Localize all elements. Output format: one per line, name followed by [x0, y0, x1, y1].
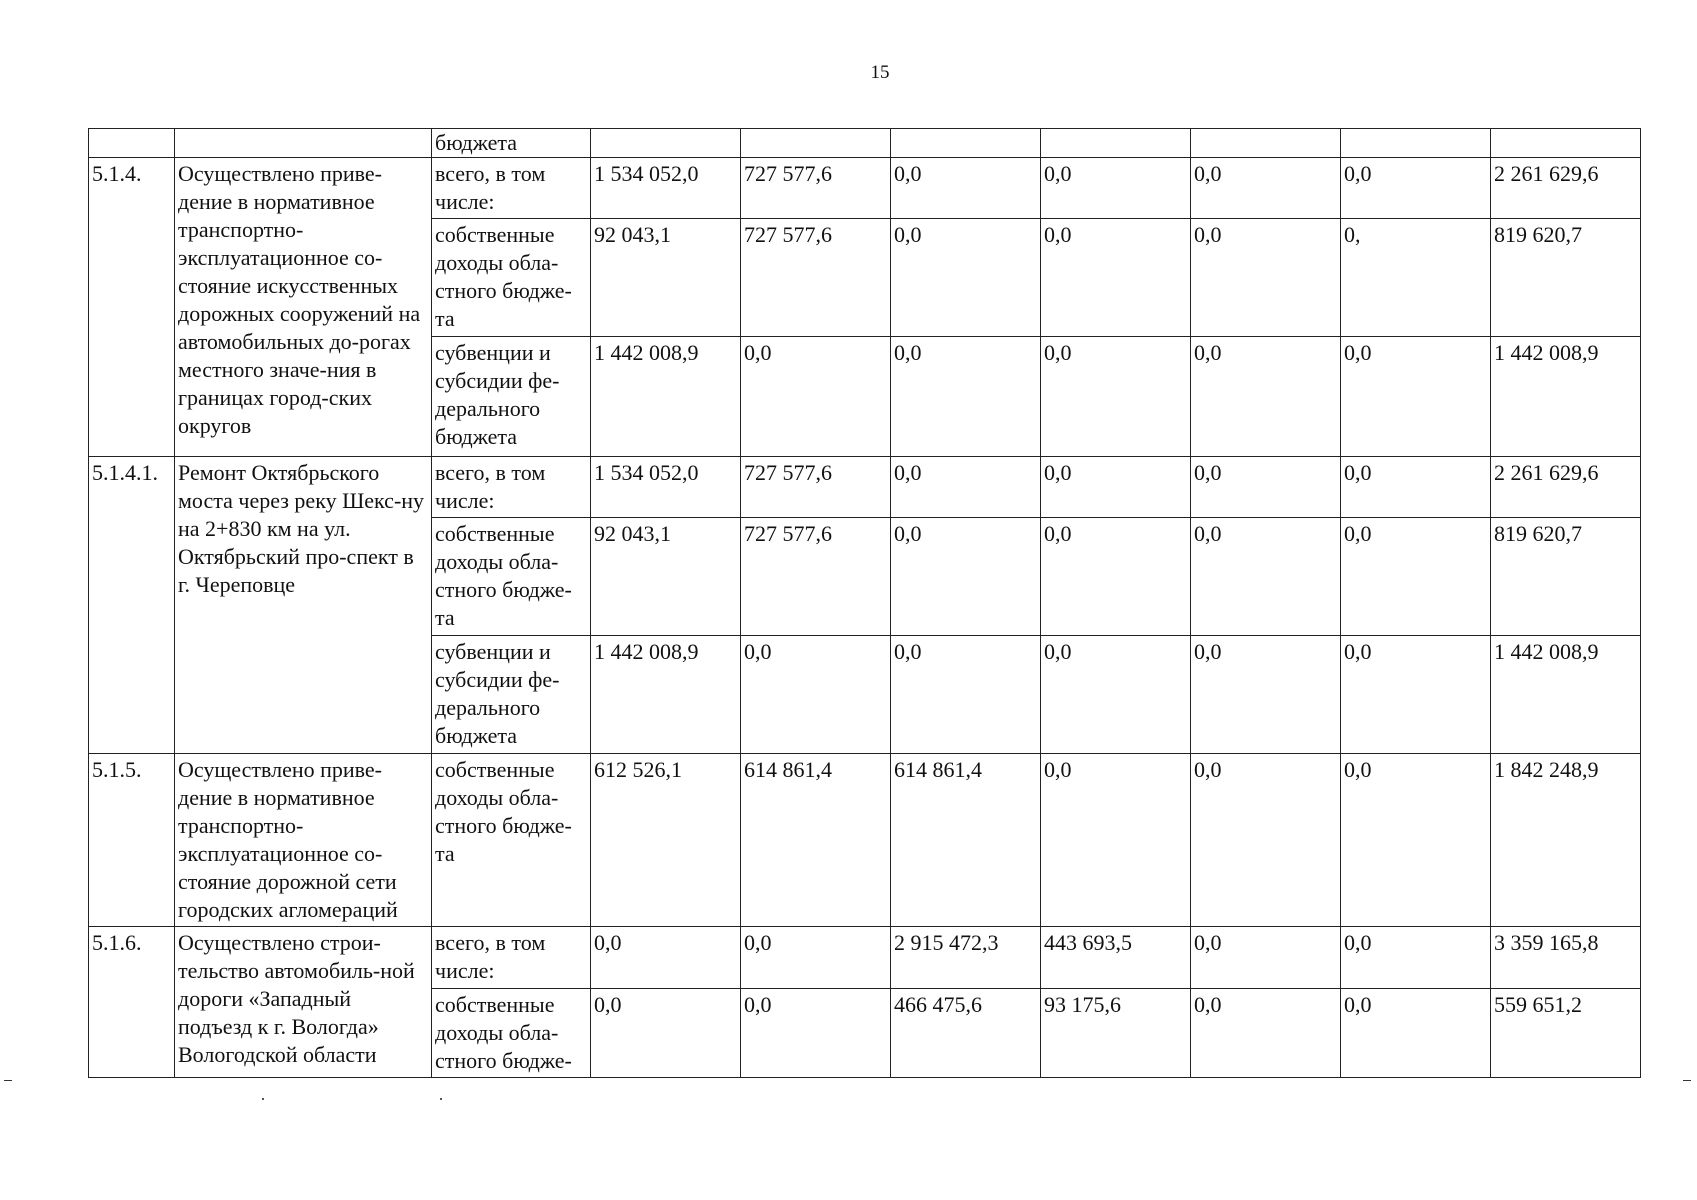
table-cell-source: собственные доходы обла-стного бюдже-та [432, 518, 591, 636]
table-cell-value: 0,0 [1041, 518, 1191, 636]
table-cell-source: собственные доходы обла-стного бюдже- [432, 989, 591, 1078]
scan-edge-marks [0, 1080, 1697, 1100]
table-cell-value: 93 175,6 [1041, 989, 1191, 1078]
item-description: Ремонт Октябрьского моста через реку Шекс-ну на 2+830 км на ул. Октябрьский про-спект в г. Череповце [175, 457, 432, 754]
table-row [89, 927, 1641, 989]
table-cell [89, 129, 175, 158]
table-cell-value: 92 043,1 [591, 518, 741, 636]
table-cell-value: 443 693,5 [1041, 927, 1191, 989]
table-cell-source: собственные доходы обла-стного бюдже-та [432, 219, 591, 337]
table-cell [891, 129, 1041, 158]
table-cell-value: 612 526,1 [591, 754, 741, 927]
table-cell-value: 0,0 [1341, 927, 1491, 989]
item-number: 5.1.5. [89, 754, 175, 927]
table-cell-value: 0,0 [1041, 158, 1191, 219]
table-cell-value: 0,0 [1191, 158, 1341, 219]
table-cell-value: 0,0 [1341, 636, 1491, 754]
table-cell-source: субвенции и субсидии фе-дерального бюджета [432, 636, 591, 754]
table-cell-value: 0,0 [891, 457, 1041, 518]
table-cell-source: всего, в том числе: [432, 158, 591, 219]
scan-speck [262, 1098, 264, 1100]
table-cell-value: 0,0 [1341, 457, 1491, 518]
table-cell-total: 559 651,2 [1491, 989, 1641, 1078]
table-cell-value: 0,0 [1041, 754, 1191, 927]
table-cell-total: 2 261 629,6 [1491, 457, 1641, 518]
table-cell-value: 0,0 [1041, 457, 1191, 518]
budget-table [88, 128, 1641, 1078]
table-cell-value: 614 861,4 [891, 754, 1041, 927]
table-cell-value: 0,0 [741, 989, 891, 1078]
table-row [89, 457, 1641, 518]
table-cell-source: бюджета [432, 129, 591, 158]
table-cell-value: 0,0 [1191, 636, 1341, 754]
table-cell-value: 0,0 [1041, 337, 1191, 457]
table-cell-value: 0,0 [1341, 989, 1491, 1078]
table-row [89, 754, 1641, 927]
table-cell-value: 727 577,6 [741, 457, 891, 518]
item-description: Осуществлено строи-тельство автомобиль-ной дороги «Западный подъезд к г. Вологда» Вологодской области [175, 927, 432, 1078]
table-cell-total: 3 359 165,8 [1491, 927, 1641, 989]
table-cell [1491, 129, 1641, 158]
table-cell-value: 1 442 008,9 [591, 337, 741, 457]
table-cell [175, 129, 432, 158]
table-row [89, 158, 1641, 219]
item-number: 5.1.6. [89, 927, 175, 1078]
table-cell-source: собственные доходы обла-стного бюдже-та [432, 754, 591, 927]
table-cell-total: 1 442 008,9 [1491, 337, 1641, 457]
table-cell [741, 129, 891, 158]
table-cell [591, 129, 741, 158]
table-cell-value: 727 577,6 [741, 219, 891, 337]
table-cell [1041, 129, 1191, 158]
table-cell-value: 2 915 472,3 [891, 927, 1041, 989]
item-description: Осуществлено приве-дение в нормативное транспортно-эксплуатационное со-стояние искусственных дорожных сооружений на автомобильных до-рогах местного значе-ния в границах город-ских округов [175, 158, 432, 457]
table-cell-value: 0,0 [1341, 337, 1491, 457]
table-cell-value: 0,0 [741, 927, 891, 989]
table-row [89, 129, 1641, 158]
table-cell-value: 0,0 [1041, 219, 1191, 337]
table-cell-value: 0,0 [741, 337, 891, 457]
table-cell-value: 0,0 [1191, 754, 1341, 927]
table-cell [1341, 129, 1491, 158]
table-cell-value: 0,0 [891, 518, 1041, 636]
table-cell-value: 466 475,6 [891, 989, 1041, 1078]
table-cell [1191, 129, 1341, 158]
table-cell-value: 0,0 [1191, 457, 1341, 518]
table-cell-source: субвенции и субсидии фе-дерального бюджета [432, 337, 591, 457]
table-cell-total: 819 620,7 [1491, 219, 1641, 337]
table-cell-value: 0,0 [891, 636, 1041, 754]
table-cell-value: 0,0 [891, 337, 1041, 457]
table-cell-value: 727 577,6 [741, 518, 891, 636]
table-cell-value: 0,0 [1041, 636, 1191, 754]
scan-mark [1683, 1080, 1691, 1081]
table-cell-value: 0,0 [741, 636, 891, 754]
page-number: 15 [870, 62, 890, 83]
item-description: Осуществлено приве-дение в нормативное транспортно-эксплуатационное со-стояние дорожной сети городских агломераций [175, 754, 432, 927]
table-cell-value: 0,0 [591, 927, 741, 989]
table-cell-value: 727 577,6 [741, 158, 891, 219]
table-cell-value: 0,0 [891, 158, 1041, 219]
table-cell-value: 0,0 [1341, 158, 1491, 219]
table-cell-value: 92 043,1 [591, 219, 741, 337]
table-cell-value: 1 534 052,0 [591, 457, 741, 518]
table-cell-value: 0,0 [1191, 927, 1341, 989]
table-cell-total: 819 620,7 [1491, 518, 1641, 636]
scan-speck [440, 1098, 442, 1100]
table-cell-value: 0,0 [1341, 754, 1491, 927]
table-cell-total: 2 261 629,6 [1491, 158, 1641, 219]
table-cell-value: 614 861,4 [741, 754, 891, 927]
table-cell-value: 0,0 [1341, 518, 1491, 636]
table-cell-source: всего, в том числе: [432, 927, 591, 989]
table-cell-value: 0,0 [1191, 219, 1341, 337]
scan-mark [4, 1080, 12, 1081]
table-cell-value: 1 534 052,0 [591, 158, 741, 219]
table-cell-source: всего, в том числе: [432, 457, 591, 518]
table-cell-value: 0,0 [1191, 337, 1341, 457]
table-cell-value: 0,0 [891, 219, 1041, 337]
table-cell-value: 0,0 [1191, 518, 1341, 636]
item-number: 5.1.4. [89, 158, 175, 457]
table-cell-value: 0, [1341, 219, 1491, 337]
table-cell-total: 1 842 248,9 [1491, 754, 1641, 927]
table-cell-value: 0,0 [1191, 989, 1341, 1078]
table-cell-value: 1 442 008,9 [591, 636, 741, 754]
item-number: 5.1.4.1. [89, 457, 175, 754]
table-cell-total: 1 442 008,9 [1491, 636, 1641, 754]
table-cell-value: 0,0 [591, 989, 741, 1078]
